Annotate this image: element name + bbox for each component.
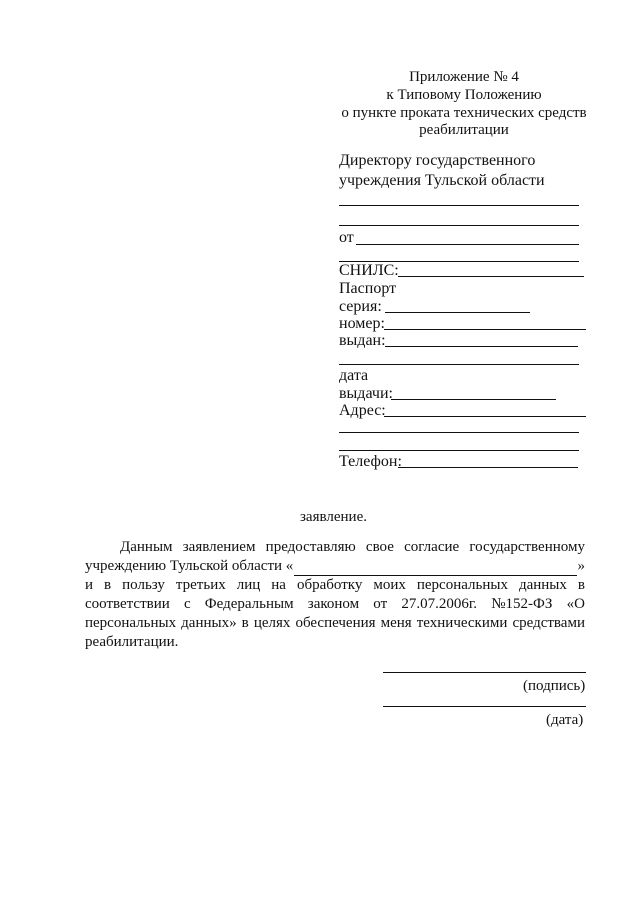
statement-word: Федеральным <box>204 596 294 612</box>
issued-field-line-2[interactable] <box>339 364 579 365</box>
statement-word: лиц <box>236 577 261 593</box>
signature-field[interactable] <box>383 672 586 673</box>
statement-institution-prefix: учреждению Тульской области « <box>85 558 294 574</box>
statement-line-3-words <box>85 576 585 595</box>
date-label: дата <box>339 367 369 384</box>
address-field-line-2[interactable] <box>339 432 579 433</box>
statement-word: с <box>183 596 191 612</box>
date-issue-field[interactable] <box>391 399 556 400</box>
statement-word: обеспечения <box>295 615 376 631</box>
from-label: от <box>339 229 354 246</box>
director-name-line-1[interactable] <box>339 205 579 206</box>
date-issue-label: выдачи: <box>339 385 393 402</box>
phone-label: Телефон: <box>339 453 402 470</box>
statement-line-1 <box>120 538 585 557</box>
statement-word: техническими <box>416 615 508 631</box>
address-field[interactable] <box>384 416 586 417</box>
statement-word: «О <box>566 596 585 612</box>
appendix-number: Приложение № 4 <box>409 69 519 85</box>
statement-word: заявлением <box>182 539 256 555</box>
statement-word: данных <box>518 577 567 593</box>
address-field-line-3[interactable] <box>339 450 579 451</box>
statement-institution-suffix: » <box>577 558 585 574</box>
statement-word: меня <box>380 615 412 631</box>
statement-word: обработку <box>296 577 363 593</box>
snils-label: СНИЛС: <box>339 262 399 279</box>
issued-field[interactable] <box>385 346 578 347</box>
statement-word: от <box>373 596 388 612</box>
director-name-line-2[interactable] <box>339 225 579 226</box>
statement-word: в <box>577 577 585 593</box>
statement-word: и <box>85 577 94 593</box>
statement-word: свое <box>365 539 394 555</box>
addressee-line-1: Директору государственного <box>339 152 536 169</box>
signature-date-label: (дата) <box>546 712 584 728</box>
statement-word: данных» <box>181 615 237 631</box>
number-field[interactable] <box>384 329 586 330</box>
institution-name-field[interactable] <box>294 561 576 576</box>
statement-word: пользу <box>122 577 165 593</box>
statement-word: третьих <box>175 577 226 593</box>
appendix-subject-cont: реабилитации <box>419 122 509 138</box>
statement-word: №152-ФЗ <box>491 596 553 612</box>
statement-word: в <box>104 577 112 593</box>
snils-field[interactable] <box>398 276 584 277</box>
statement-line-5-words <box>85 614 585 633</box>
signature-label: (подпись) <box>523 678 586 694</box>
statement-line-4-words <box>85 595 585 614</box>
statement-word: моих <box>373 577 406 593</box>
series-field[interactable] <box>385 312 530 313</box>
statement-word: согласие <box>404 539 460 555</box>
statement-word: персональных <box>85 615 177 631</box>
passport-label: Паспорт <box>339 280 397 297</box>
series-label: серия: <box>339 298 382 315</box>
statement-line-5 <box>85 614 585 633</box>
statement-title: заявление. <box>300 509 367 525</box>
appendix-subject: о пункте проката технических средств <box>341 105 587 121</box>
statement-word: соответствии <box>85 596 170 612</box>
phone-field[interactable] <box>398 467 578 468</box>
issued-label: выдан: <box>339 332 386 349</box>
address-label: Адрес: <box>339 402 386 419</box>
from-field[interactable] <box>356 244 579 245</box>
statement-line-4 <box>85 595 585 614</box>
statement-word: 27.07.2006г. <box>401 596 478 612</box>
statement-line-6: реабилитации. <box>85 634 179 650</box>
statement-line-3 <box>85 576 585 595</box>
statement-word: персональных <box>416 577 508 593</box>
statement-line-2 <box>85 557 585 576</box>
statement-word: Данным <box>120 539 173 555</box>
statement-word: законом <box>307 596 360 612</box>
signature-date-field[interactable] <box>383 706 586 707</box>
statement-word: государственному <box>469 539 585 555</box>
statement-word: в <box>241 615 249 631</box>
addressee-line-2: учреждения Тульской области <box>339 172 545 189</box>
statement-word: предоставляю <box>265 539 356 555</box>
statement-word: целях <box>253 615 291 631</box>
number-label: номер: <box>339 315 385 332</box>
statement-word: на <box>271 577 286 593</box>
statement-line-1-words <box>120 538 585 557</box>
statement-word: средствами <box>512 615 585 631</box>
appendix-reference: к Типовому Положению <box>386 87 542 103</box>
